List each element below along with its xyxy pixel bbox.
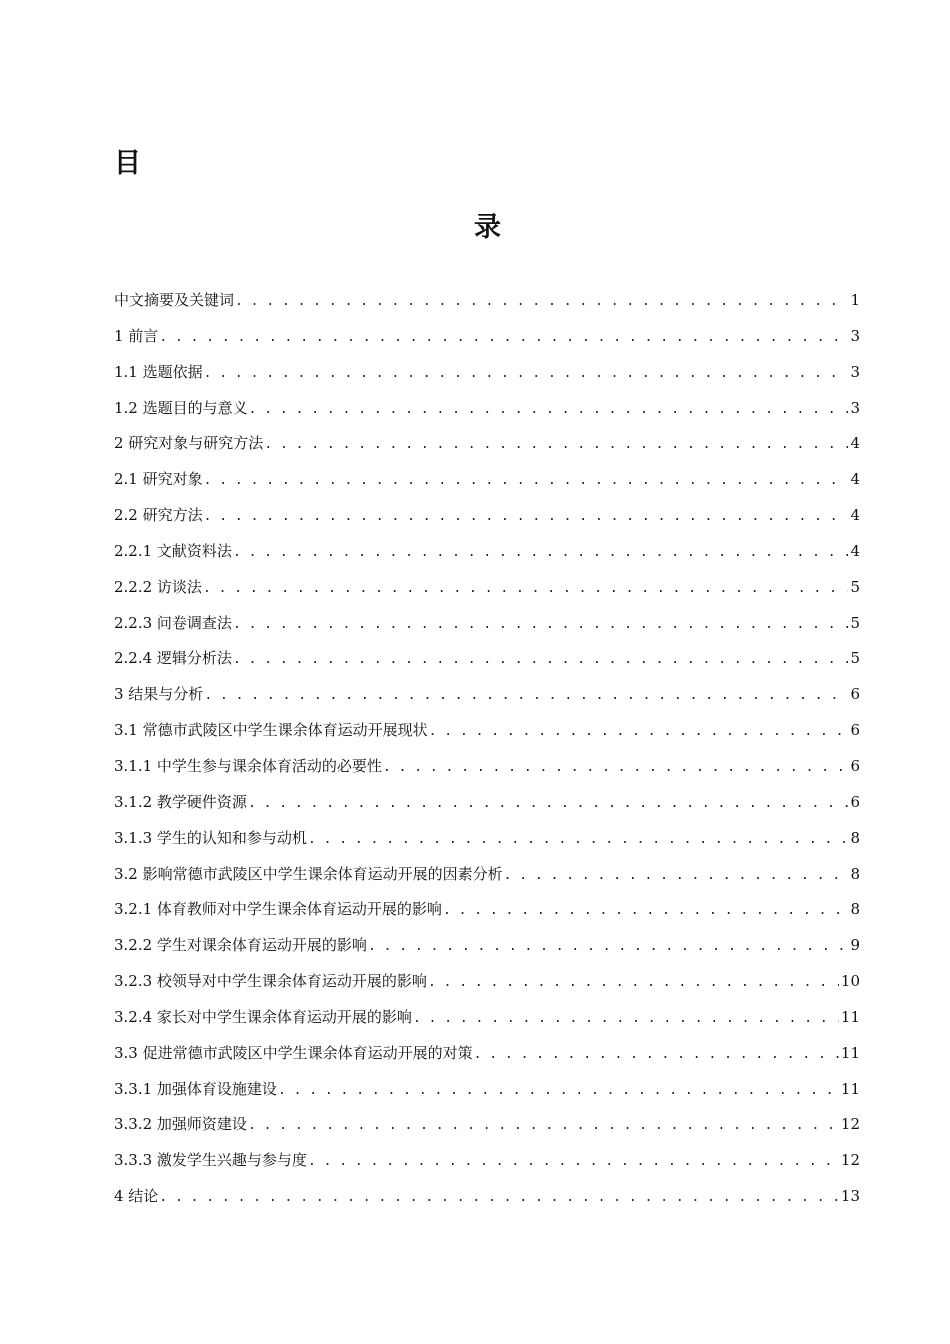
- toc-entry[interactable]: [114, 539, 860, 575]
- toc-entry-label: 3 结果与分析: [114, 685, 204, 704]
- toc-dot-leader: [429, 720, 848, 744]
- toc-entry-page-number: 11: [840, 1043, 860, 1062]
- toc-entry-label: 3.2.2 学生对课余体育运动开展的影响: [114, 936, 367, 955]
- toc-entry-page-number: 6: [850, 756, 860, 775]
- toc-dot-leader: [383, 756, 848, 780]
- toc-entry-label: 3.1.1 中学生参与课余体育活动的必要性: [114, 756, 382, 775]
- toc-entry-page-number: 9: [850, 936, 860, 955]
- toc-entry[interactable]: [114, 431, 860, 467]
- toc-entry[interactable]: [114, 646, 860, 682]
- toc-entry-page-number: 6: [850, 792, 860, 811]
- toc-entry-label: 2.2.3 问卷调查法: [114, 613, 232, 632]
- toc-entry[interactable]: [114, 682, 860, 718]
- toc-entry-page-number: 8: [850, 900, 860, 919]
- toc-entry[interactable]: [114, 611, 860, 647]
- toc-entry[interactable]: [114, 467, 860, 503]
- toc-entry-label: 1.2 选题目的与意义: [114, 398, 248, 417]
- toc-dot-leader: [248, 792, 848, 816]
- toc-entry[interactable]: [114, 754, 860, 790]
- toc-dot-leader: [413, 1007, 839, 1031]
- toc-entry[interactable]: [114, 1148, 860, 1184]
- toc-dot-leader: [235, 290, 848, 314]
- toc-entry-label: 1.1 选题依据: [114, 362, 203, 381]
- toc-entry-page-number: 6: [850, 685, 860, 704]
- toc-dot-leader: [204, 505, 848, 529]
- toc-entry[interactable]: [114, 1005, 860, 1041]
- table-of-contents: [114, 288, 860, 1220]
- toc-heading-char-1: 目: [114, 148, 141, 179]
- toc-entry-label: 2.2.1 文献资料法: [114, 541, 232, 560]
- toc-entry[interactable]: [114, 324, 860, 360]
- toc-dot-leader: [443, 899, 848, 923]
- toc-entry-label: 3.1 常德市武陵区中学生课余体育运动开展现状: [114, 721, 428, 740]
- toc-entry-page-number: 5: [850, 613, 860, 632]
- toc-entry-label: 2.2 研究方法: [114, 506, 203, 525]
- toc-entry-label: 3.1.2 教学硬件资源: [114, 792, 247, 811]
- toc-dot-leader: [474, 1043, 839, 1067]
- toc-entry[interactable]: [114, 933, 860, 969]
- toc-dot-leader: [233, 648, 848, 672]
- toc-entry-label: 3.3.1 加强体育设施建设: [114, 1079, 277, 1098]
- toc-entry-page-number: 3: [850, 326, 860, 345]
- toc-entry[interactable]: [114, 288, 860, 324]
- toc-entry[interactable]: [114, 503, 860, 539]
- toc-dot-leader: [204, 362, 848, 386]
- toc-dot-leader: [368, 935, 848, 959]
- toc-entry[interactable]: [114, 360, 860, 396]
- toc-dot-leader: [308, 1150, 839, 1174]
- toc-entry[interactable]: [114, 1112, 860, 1148]
- toc-entry-page-number: 8: [850, 864, 860, 883]
- toc-entry-page-number: 5: [850, 577, 860, 596]
- toc-entry-page-number: 4: [850, 434, 860, 453]
- toc-dot-leader: [233, 541, 848, 565]
- toc-entry[interactable]: [114, 1041, 860, 1077]
- toc-dot-leader: [233, 613, 848, 637]
- toc-entry-page-number: 10: [840, 972, 860, 991]
- toc-entry[interactable]: [114, 718, 860, 754]
- toc-entry-label: 2.2.4 逻辑分析法: [114, 649, 232, 668]
- toc-dot-leader: [159, 326, 848, 350]
- toc-entry-label: 2.1 研究对象: [114, 470, 203, 489]
- toc-entry-page-number: 3: [850, 362, 860, 381]
- toc-entry-label: 3.3.2 加强师资建设: [114, 1115, 247, 1134]
- toc-entry[interactable]: [114, 790, 860, 826]
- toc-entry-label: 2 研究对象与研究方法: [114, 434, 264, 453]
- toc-entry-page-number: 4: [850, 506, 860, 525]
- toc-entry-page-number: 8: [850, 828, 860, 847]
- toc-entry[interactable]: [114, 969, 860, 1005]
- toc-entry[interactable]: [114, 396, 860, 432]
- toc-dot-leader: [428, 971, 839, 995]
- toc-entry-page-number: 4: [850, 541, 860, 560]
- toc-dot-leader: [504, 864, 848, 888]
- toc-entry-label: 1 前言: [114, 326, 159, 345]
- toc-entry-label: 3.1.3 学生的认知和参与动机: [114, 828, 307, 847]
- toc-entry-page-number: 12: [840, 1115, 860, 1134]
- toc-entry-label: 3.2.3 校领导对中学生课余体育运动开展的影响: [114, 972, 427, 991]
- toc-dot-leader: [248, 1114, 839, 1138]
- toc-entry-page-number: 11: [840, 1007, 860, 1026]
- toc-entry[interactable]: [114, 575, 860, 611]
- toc-dot-leader: [203, 577, 848, 601]
- toc-entry[interactable]: [114, 897, 860, 933]
- toc-entry-page-number: 6: [850, 721, 860, 740]
- toc-entry-page-number: 4: [850, 470, 860, 489]
- toc-dot-leader: [159, 1186, 839, 1210]
- toc-entry-label: 3.3 促进常德市武陵区中学生课余体育运动开展的对策: [114, 1043, 473, 1062]
- toc-dot-leader: [278, 1079, 839, 1103]
- toc-entry-label: 中文摘要及关键词: [114, 291, 235, 309]
- toc-entry-label: 2.2.2 访谈法: [114, 577, 202, 596]
- toc-entry[interactable]: [114, 1184, 860, 1220]
- toc-entry-label: 3.2.1 体育教师对中学生课余体育运动开展的影响: [114, 900, 442, 919]
- toc-entry-page-number: 3: [850, 398, 860, 417]
- toc-entry-page-number: 12: [840, 1151, 860, 1170]
- toc-entry-page-number: 11: [840, 1079, 860, 1098]
- toc-dot-leader: [264, 433, 848, 457]
- toc-dot-leader: [204, 469, 848, 493]
- toc-entry-label: 3.3.3 激发学生兴趣与参与度: [114, 1151, 307, 1170]
- toc-entry[interactable]: [114, 826, 860, 862]
- toc-dot-leader: [249, 398, 848, 422]
- toc-entry-page-number: 5: [850, 649, 860, 668]
- toc-entry[interactable]: [114, 1077, 860, 1113]
- toc-entry-label: 3.2 影响常德市武陵区中学生课余体育运动开展的因素分析: [114, 864, 503, 883]
- toc-entry-label: 4 结论: [114, 1187, 159, 1206]
- toc-entry-label: 3.2.4 家长对中学生课余体育运动开展的影响: [114, 1007, 412, 1026]
- toc-dot-leader: [308, 828, 848, 852]
- toc-heading-char-2: 录: [474, 212, 501, 243]
- toc-entry-page-number: 13: [840, 1187, 860, 1206]
- toc-entry[interactable]: [114, 862, 860, 898]
- toc-entry-page-number: 1: [850, 291, 860, 309]
- toc-dot-leader: [204, 684, 848, 708]
